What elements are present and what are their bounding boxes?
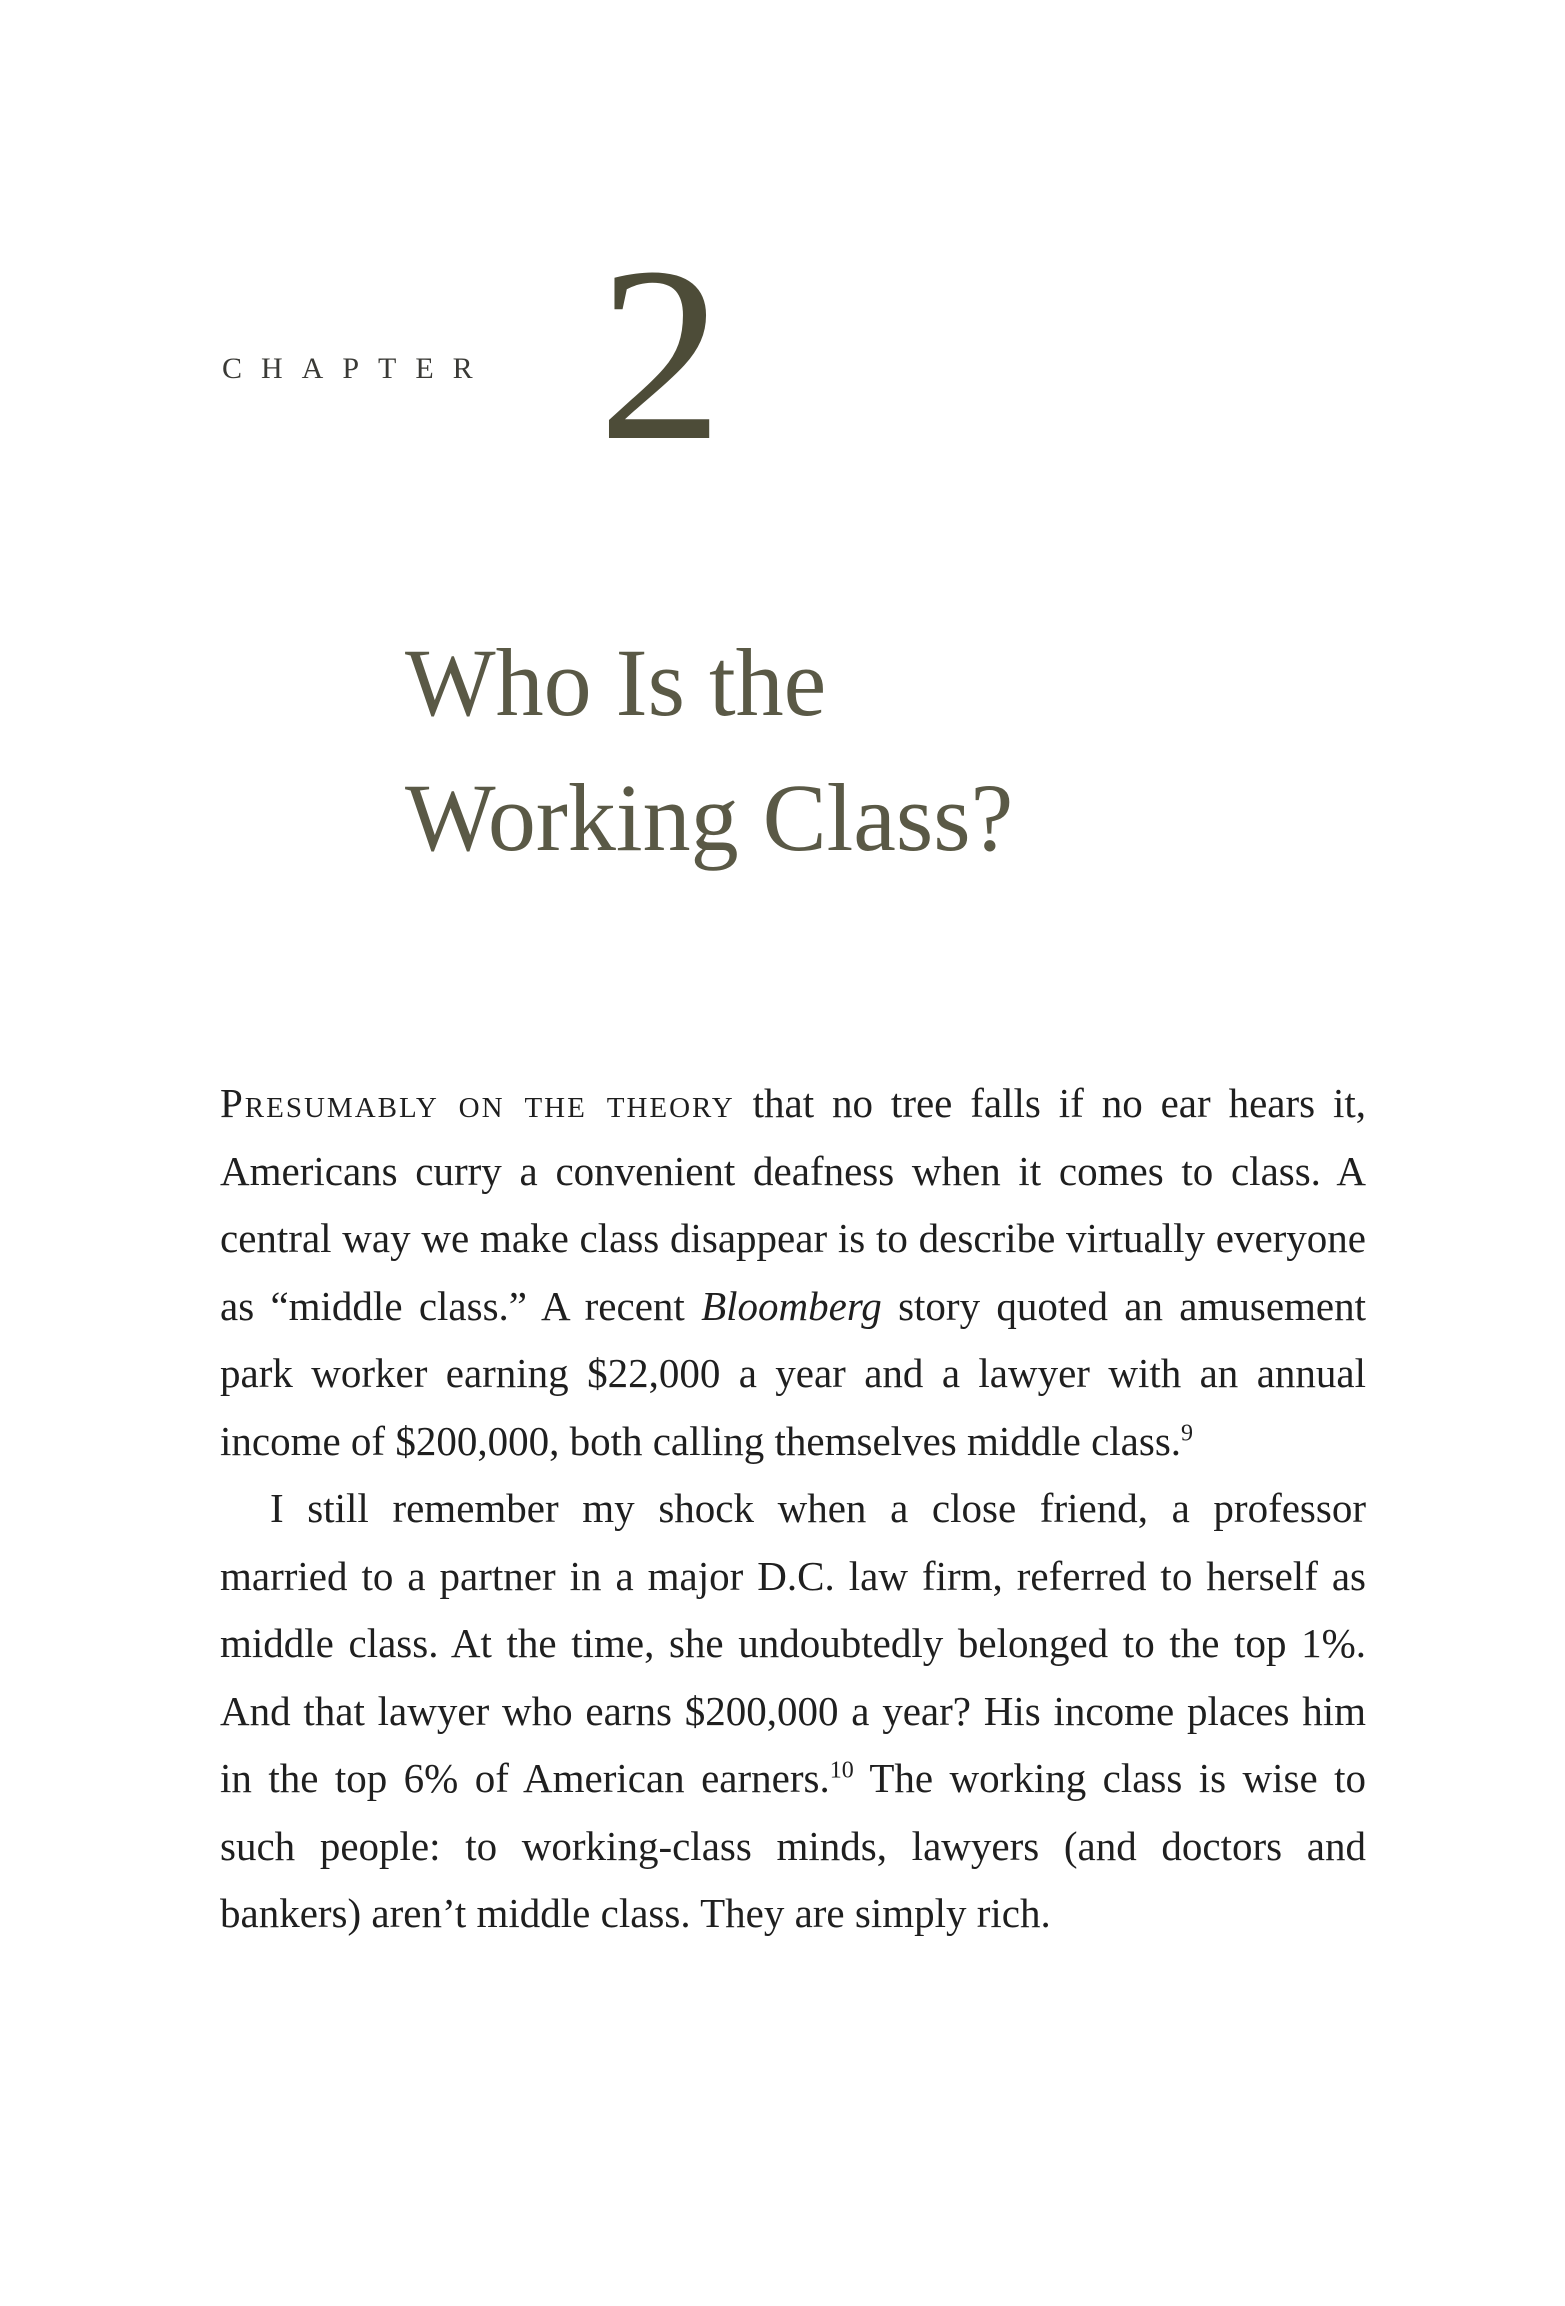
chapter-title-line-2: Working Class? <box>405 764 1014 871</box>
lead-in-small-caps: Presumably on the theory <box>220 1080 735 1126</box>
footnote-marker-9[interactable]: 9 <box>1181 1419 1194 1446</box>
paragraph-1-text-a: that no tree falls if no ear hears it, Americans curry a convenient deafness when it comes to class. A central way we make class disappear is to describe virtually everyone as “middle class.” A recent <box>220 1080 1367 1329</box>
italic-publication-name: Bloomberg <box>701 1282 882 1329</box>
paragraph-2 <box>220 1475 1366 1948</box>
paragraph-1 <box>220 1070 1366 1475</box>
chapter-number: 2 <box>598 216 723 493</box>
chapter-title <box>405 615 1013 885</box>
body-text <box>220 1070 1366 1948</box>
paragraph-1-text-b: story quoted an amusement park worker earning $22,000 a year and a lawyer with an annual income of $200,000, both calling themselves middle class. <box>220 1282 1366 1464</box>
footnote-marker-10[interactable]: 10 <box>829 1757 854 1784</box>
chapter-label: CHAPTER <box>222 352 492 385</box>
chapter-title-line-1: Who Is the <box>405 629 827 736</box>
paragraph-2-text-b: The working class is wise to such people: to working-class minds, lawyers (and doctors and bankers) aren’t middle class. They are simply rich. <box>220 1755 1366 1936</box>
paragraph-2-text-a: I still remember my shock when a close friend, a professor married to a partner in a major D.C. law firm, referred to herself as middle class. At the time, she undoubtedly belonged to the top 1%. And that lawyer who earns $200,000 a year? His income places him in the top 6% of American earners. <box>220 1485 1366 1801</box>
